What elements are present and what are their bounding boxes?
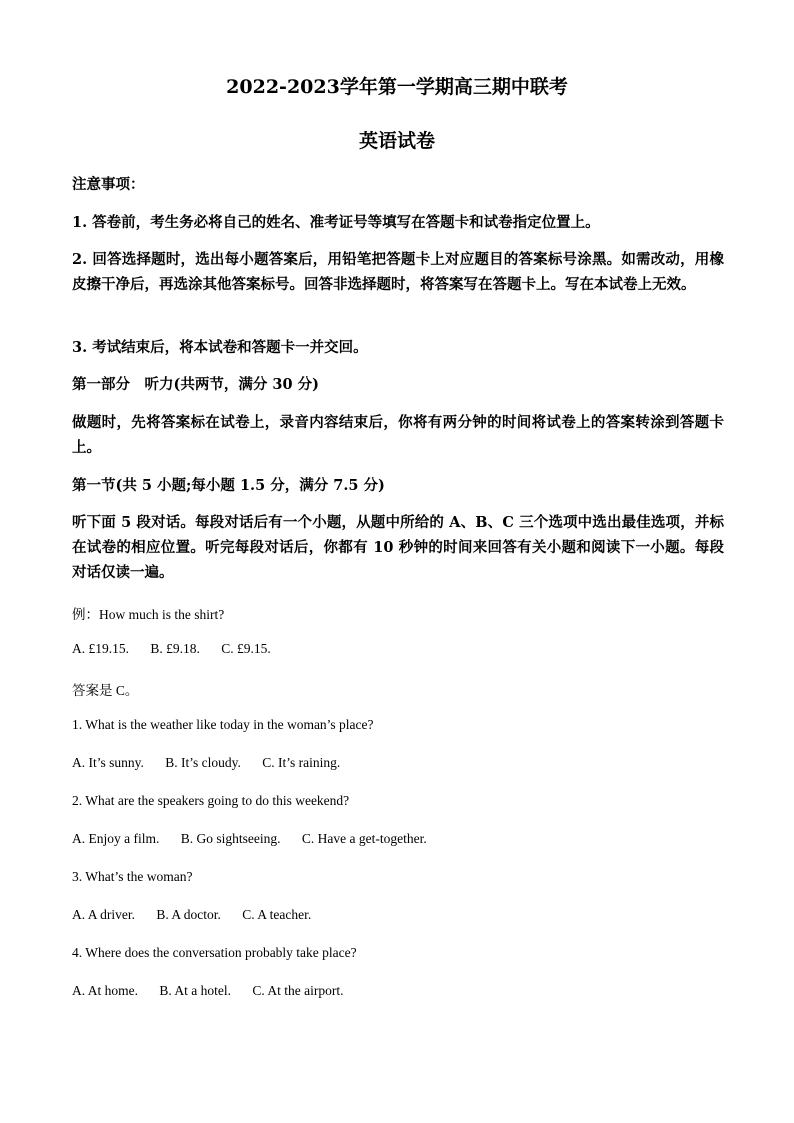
question-2: 2. What are the speakers going to do this weekend? [72, 793, 350, 808]
question-3-options [72, 907, 311, 923]
notice-item-3: 3. 考试结束后，将本试卷和答题卡一并交回。 [72, 339, 368, 356]
example-question: 例：How much is the shirt? [72, 607, 225, 622]
question-4-option-b: B. At a hotel. [159, 983, 231, 998]
question-3-option-b: B. A doctor. [156, 907, 221, 922]
example-option-c: C. £9.15. [221, 641, 271, 656]
question-2-options [72, 831, 427, 847]
question-1-option-c: C. It’s raining. [262, 755, 341, 770]
notice-heading: 注意事项： [72, 176, 145, 193]
question-4-options [72, 983, 344, 999]
question-4-option-c: C. At the airport. [252, 983, 344, 998]
question-4-option-a: A. At home. [72, 983, 138, 998]
question-2-option-c: C. Have a get-together. [301, 831, 427, 846]
question-2-option-a: A. Enjoy a film. [72, 831, 160, 846]
part1-heading: 第一部分 听力(共两节，满分 30 分) [72, 376, 319, 393]
question-4: 4. Where does the conversation probably take place? [72, 945, 357, 960]
section1-intro: 听下面 5 段对话。每段对话后有一个小题，从题中所给的 A、B、C 三个选项中选出最佳选项，并标在试卷的相应位置。听完每段对话后，你都有 10 秒钟的时间来回答有关小题和阅读下一小题。每段对话仅读一遍。 [72, 514, 724, 581]
example-option-b: B. £9.18. [150, 641, 200, 656]
section1-heading: 第一节(共 5 小题;每小题 1.5 分，满分 7.5 分) [72, 477, 385, 494]
exam-title: 2022-2023学年第一学期高三期中联考 [226, 76, 568, 98]
question-1-option-b: B. It’s cloudy. [165, 755, 241, 770]
part1-intro: 做题时，先将答案标在试卷上，录音内容结束后，你将有两分钟的时间将试卷上的答案转涂到答题卡上。 [72, 414, 724, 456]
example-options [72, 641, 271, 657]
question-3-option-c: C. A teacher. [242, 907, 312, 922]
question-3-option-a: A. A driver. [72, 907, 135, 922]
question-3: 3. What’s the woman? [72, 869, 193, 884]
question-2-option-b: B. Go sightseeing. [180, 831, 281, 846]
exam-subject: 英语试卷 [358, 130, 435, 152]
notice-item-2: 2. 回答选择题时，选出每小题答案后，用铅笔把答题卡上对应题目的答案标号涂黑。如需改动，用橡皮擦干净后，再选涂其他答案标号。回答非选择题时，将答案写在答题卡上。写在本试卷上无效。 [72, 251, 724, 293]
example-answer: 答案是 C。 [72, 683, 139, 698]
question-1-options [72, 755, 340, 771]
question-1-option-a: A. It’s sunny. [72, 755, 144, 770]
notice-item-1: 1. 答卷前，考生务必将自己的姓名、准考证号等填写在答题卡和试卷指定位置上。 [72, 214, 600, 231]
example-option-a: A. £19.15. [72, 641, 129, 656]
question-1: 1. What is the weather like today in the woman’s place? [72, 717, 374, 732]
